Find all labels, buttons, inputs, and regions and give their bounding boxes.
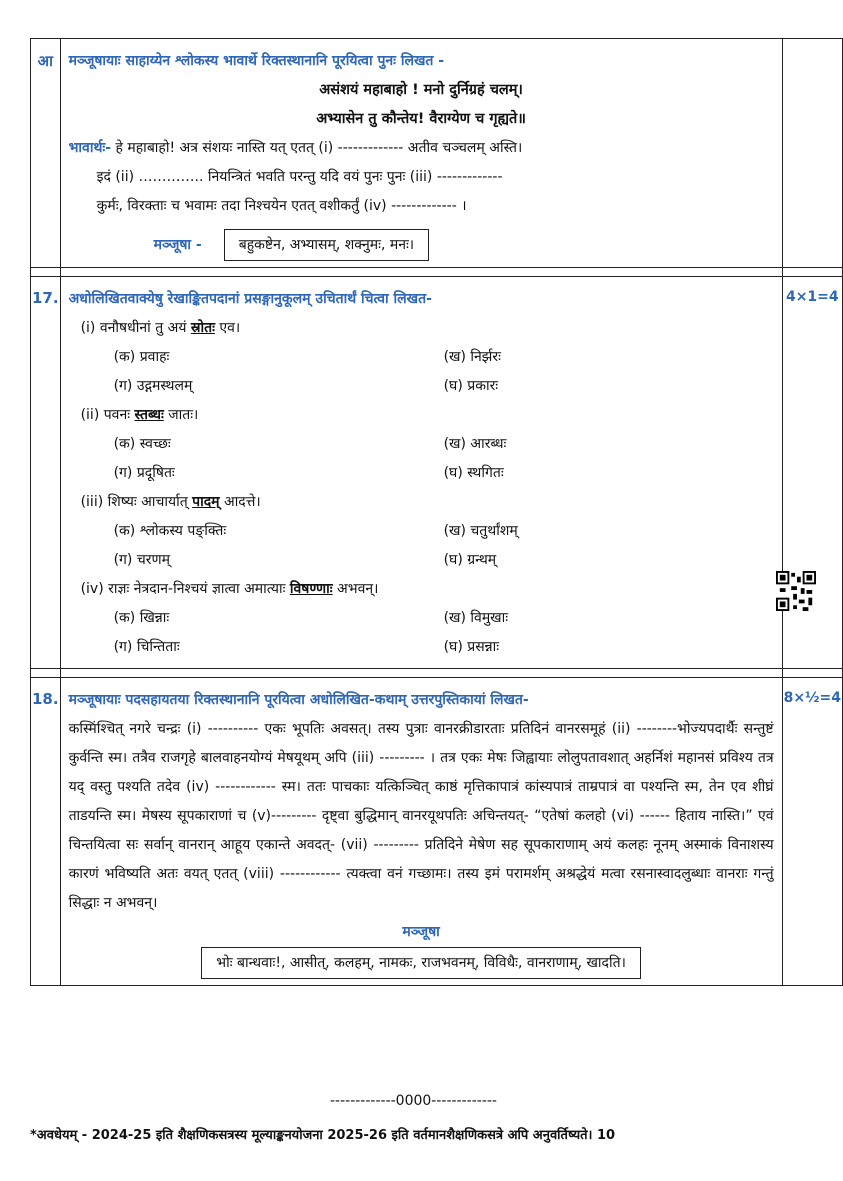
- option: (घ) ग्रन्थम्: [443, 552, 497, 568]
- option-row: [69, 430, 774, 459]
- sub-question: [69, 575, 774, 604]
- verse-line: अभ्यासेन तु कौन्तेय! वैराग्येण च गृह्यते॥: [316, 111, 526, 127]
- sub-question: [69, 488, 774, 517]
- option-row: [69, 546, 774, 575]
- option: (घ) स्थगितः: [443, 465, 504, 481]
- question-label: आ: [31, 39, 61, 268]
- option-row: [69, 372, 774, 401]
- sub-question-text: (i) वनौषधीनां तु अयं: [80, 320, 191, 336]
- sub-question-text: जातः।: [163, 407, 199, 423]
- bhavarth-line: [69, 134, 774, 163]
- question-instruction: अधोलिखितवाक्येषु रेखाङ्कितपदानां प्रसङ्गानुकूलम् उचितार्थं चित्वा लिखत-: [68, 291, 432, 307]
- manjusha-label: मञ्जूषा: [402, 924, 440, 940]
- manjusha-row: [69, 229, 774, 261]
- option: (घ) प्रसन्नाः: [443, 639, 500, 655]
- sub-question-text: अभवन्।: [332, 581, 379, 597]
- bhavarth-label: भावार्थः-: [68, 140, 112, 156]
- question-table: [30, 38, 843, 986]
- option: (ख) निर्झरः: [443, 349, 501, 365]
- question-number: 17.: [31, 277, 61, 669]
- manjusha-box: बहुकष्टेन, अभ्यासम्, शक्नुमः, मनः।: [224, 229, 429, 261]
- question-body: [60, 678, 782, 986]
- option: (क) श्लोकस्य पङ्क्तिः: [113, 523, 227, 539]
- question-body: [60, 39, 782, 268]
- marks-value: 4×1=4: [782, 277, 842, 669]
- option: (घ) प्रकारः: [443, 378, 499, 394]
- option: (क) खिन्नाः: [113, 610, 170, 626]
- underlined-word: विषण्णाः: [289, 581, 333, 597]
- bhavarth-line: कुर्मः, विरक्ताः च भवामः तदा निश्चयेन एतत् वशीकर्तुं (iv) ------------- ।: [96, 198, 467, 214]
- sub-question-text: एव।: [214, 320, 241, 336]
- qr-code-icon: [776, 571, 816, 611]
- question-body: [60, 277, 782, 669]
- row-divider: [31, 669, 843, 678]
- option-row: [69, 343, 774, 372]
- option-row: [69, 459, 774, 488]
- sub-question-text: (ii) पवनः: [80, 407, 135, 423]
- sub-question-text: (iv) राज्ञः नेत्रदान-निश्चयं ज्ञात्वा अमात्याः: [80, 581, 290, 597]
- underlined-word: स्रोतः: [190, 320, 215, 336]
- row-divider: [31, 268, 843, 277]
- option: (ग) प्रदूषितः: [113, 465, 175, 481]
- marks-cell: [782, 39, 842, 268]
- manjusha-row: [69, 947, 774, 979]
- underlined-word: स्तब्धः: [134, 407, 164, 423]
- option-row: [69, 633, 774, 662]
- question-row-18: [31, 678, 843, 986]
- option: (ग) चिन्तिताः: [113, 639, 180, 655]
- option: (क) स्वच्छः: [113, 436, 171, 452]
- manjusha-box: भोः बान्धवाः!, आसीत्, कलहम्, नामकः, राजभवनम्, विविधैः, वानराणाम्, खादति।: [201, 947, 641, 979]
- story-paragraph: कस्मिंश्चित् नगरे चन्द्रः (i) ---------- एकः भूपतिः अवसत्। तस्य पुत्राः वानरक्रीडारताः प्रतिदिनं वानरसमूहं (ii) --------भोज्यपदार्थैः सन्तुष्टं कुर्वन्ति स्म। तत्रैव राजगृहे बालवाहनयोग्यं मेषयूथम् अपि (iii) --------- । तत्र एकः मेषः जिह्वायाः लोलुपतावशात् अहर्निशं महानसं प्रविश्य तत्र यद् वस्तु पश्यति तदेव (iv) ------------ स्म। ततः पाचकाः यत्किञ्चित् काष्ठं मृत्तिकापात्रं कांस्यपात्रं ताम्रपात्रं वा पश्यन्ति स्म, तेन एव शीघ्रं ताडयन्ति स्म। मेषस्य सूपकाराणां च (v)--------- दृष्ट्वा बुद्धिमान् वानरयूथपतिः अचिन्तयत्- “एतेषां कलहो (vi) ------ हिताय नास्ति।” एवं चिन्तयित्वा सः सर्वान् वानरान् आहूय एकान्ते अवदत्- (vii) --------- प्रतिदिने मेषेण सह सूपकाराणाम् अयं कलहः नूनम् अस्माकं विनाशस्य कारणं भविष्यति अतः वयत् एतत् (viii) ------------ त्यक्त्वा वनं गच्छामः। तस्य इमं परामर्शम् अश्रद्धेयं मत्वा रसनास्वादलुब्धाः वानराः गन्तुं सिद्धाः न अभवन्।: [68, 721, 774, 911]
- sub-question: [69, 401, 774, 430]
- footnote: *अवधेयम् - 2024-25 इति शैक्षणिकसत्रस्य मूल्याङ्कनयोजना 2025-26 इति वर्तमानशैक्षणिकसत्रे अपि अनुवर्तिष्यते। 10: [30, 1128, 616, 1143]
- option: (क) प्रवाहः: [113, 349, 170, 365]
- option: (ग) चरणम्: [113, 552, 170, 568]
- question-number: 18.: [31, 678, 61, 986]
- option: (ग) उद्गमस्थलम्: [113, 378, 193, 394]
- sub-question-text: आदत्ते।: [219, 494, 261, 510]
- option: (ख) चतुर्थांशम्: [443, 523, 518, 539]
- question-items: [69, 314, 774, 662]
- sub-question-text: (iii) शिष्यः आचार्यात्: [80, 494, 193, 510]
- option-row: [69, 604, 774, 633]
- manjusha-label: मञ्जूषा -: [153, 236, 202, 253]
- marks-value: 8×½=4: [782, 678, 842, 986]
- end-marker: -------------0000-------------: [330, 1093, 497, 1109]
- bhavarth-line: इदं (ii) ………….. नियन्त्रितं भवति परन्तु यदि वयं पुनः पुनः (iii) -------------: [96, 169, 503, 185]
- option-row: [69, 517, 774, 546]
- underlined-word: पादम्: [192, 494, 220, 510]
- bhavarth-text: हे महाबाहो! अत्र संशयः नास्ति यत् एतत् (i) ------------- अतीव चञ्चलम् अस्ति।: [111, 140, 523, 156]
- verse-line: असंशयं महाबाहो ! मनो दुर्निग्रहं चलम्।: [319, 82, 523, 98]
- sub-question: [69, 314, 774, 343]
- question-instruction: मञ्जूषायाः पदसहायतया रिक्तस्थानानि पूरयित्वा अधोलिखित-कथाम् उत्तरपुस्तिकायां लिखत-: [68, 692, 529, 708]
- option: (ख) आरब्धः: [443, 436, 507, 452]
- question-instruction: मञ्जूषायाः साहाय्येन श्लोकस्य भावार्थे रिक्तस्थानानि पूरयित्वा पुनः लिखत -: [68, 53, 445, 69]
- option: (ख) विमुखाः: [443, 610, 509, 626]
- question-row-17: [31, 277, 843, 669]
- question-row-aa: [31, 39, 843, 268]
